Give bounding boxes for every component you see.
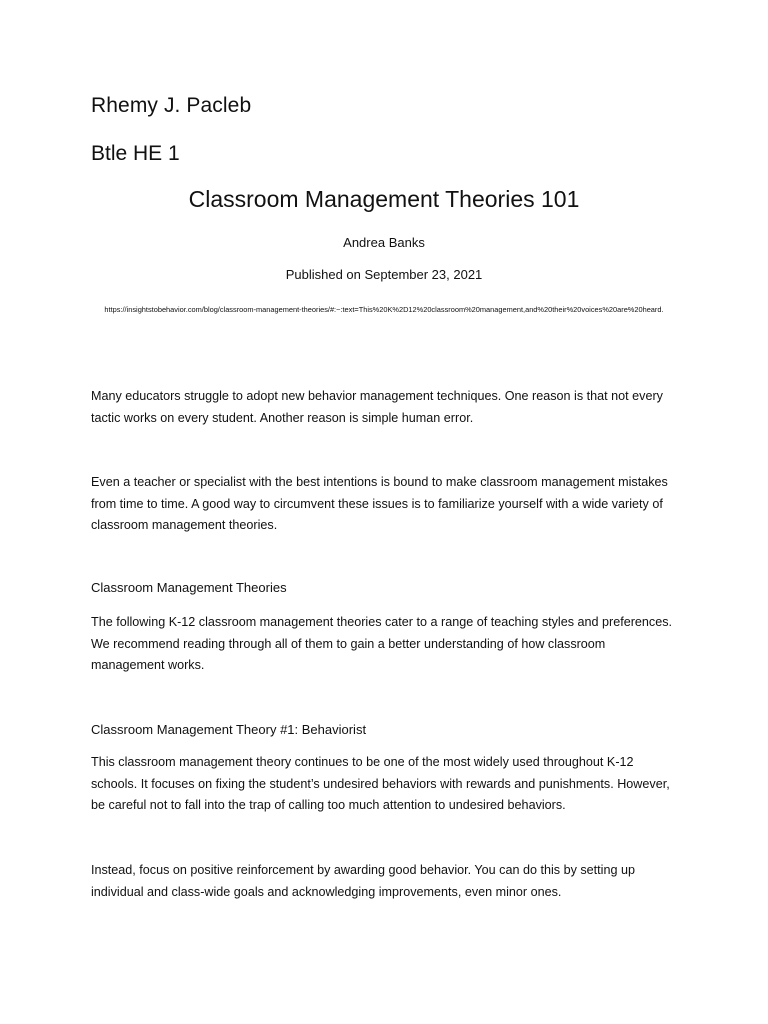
student-name: Rhemy J. Pacleb <box>91 94 252 117</box>
body-paragraph: Even a teacher or specialist with the best intentions is bound to make classroom management mistakes from time to time. A good way to circumvent these issues is to familiarize yourself with a wide variety of classroom management theories. <box>91 475 668 532</box>
article-title: Classroom Management Theories 101 <box>188 186 580 212</box>
body-paragraph: This classroom management theory continues to be one of the most widely used throughout K-12 schools. It focuses on fixing the student’s undesired behaviors with rewards and punishments. However, be careful not to fall into the trap of calling too much attention to undesired behaviors. <box>91 755 670 812</box>
body-paragraph: The following K-12 classroom management theories cater to a range of teaching styles and preferences. We recommend reading through all of them to gain a better understanding of how classroom management works. <box>91 615 673 672</box>
source-url: https://insightstobehavior.com/blog/classroom-management-theories/#:~:text=This%20K%2D12%20classroom%20management,and%20their%20voices%20are%20heard. <box>104 305 664 314</box>
section-heading: Classroom Management Theory #1: Behaviorist <box>91 722 367 737</box>
body-paragraph: Many educators struggle to adopt new behavior management techniques. One reason is that not every tactic works on every student. Another reason is simple human error. <box>91 389 663 425</box>
section-heading: Classroom Management Theories <box>91 580 287 595</box>
publish-date: Published on September 23, 2021 <box>285 267 483 282</box>
body-paragraph: Instead, focus on positive reinforcement by awarding good behavior. You can do this by setting up individual and class-wide goals and acknowledging improvements, even minor ones. <box>91 863 635 899</box>
course-code: Btle HE 1 <box>91 142 180 165</box>
article-author: Andrea Banks <box>343 235 425 250</box>
